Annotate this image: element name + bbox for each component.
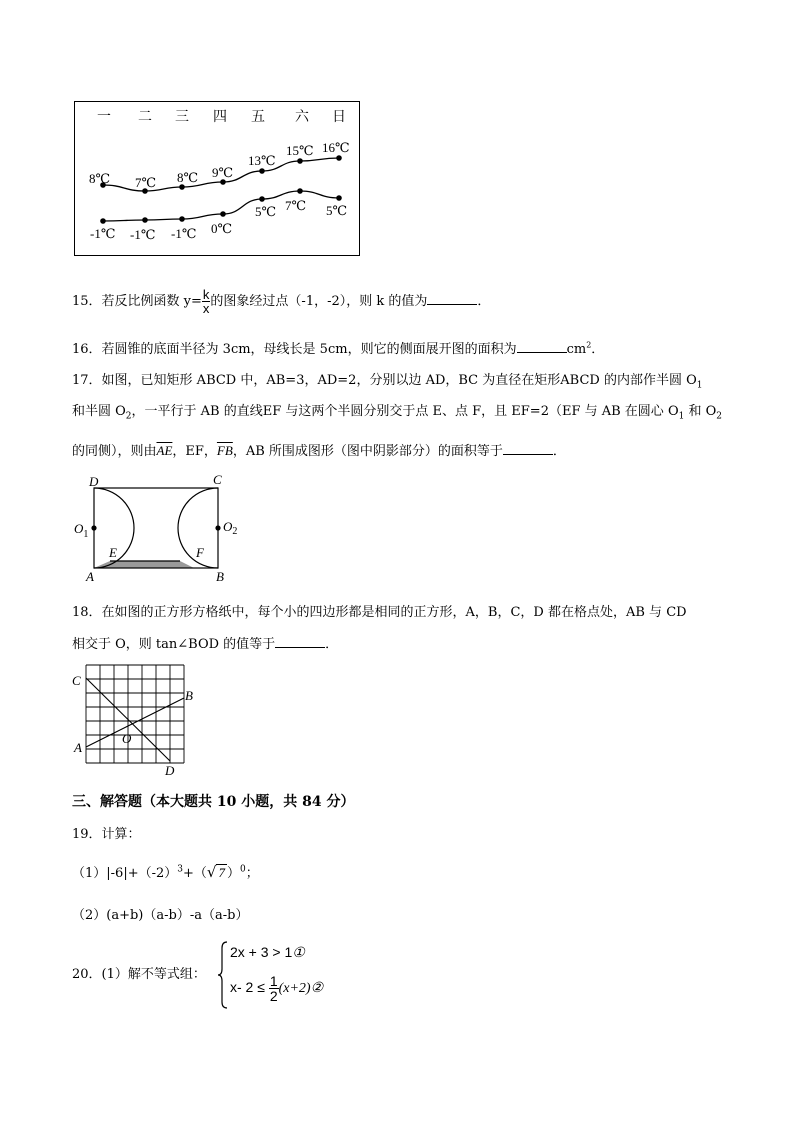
q17-line1-sub: 1 (696, 380, 703, 391)
high-temp-label: 8℃ (177, 170, 199, 185)
low-temp-point (336, 195, 342, 201)
q16-unit-sup: 2 (586, 340, 592, 350)
q17-line2-sub1: 2 (125, 411, 132, 422)
q19-part1-sup2: 0 (239, 864, 246, 875)
q17-rectangle-figure (70, 470, 250, 588)
high-temp-point (297, 158, 303, 164)
high-temp-label: 9℃ (212, 165, 234, 180)
q17-line3-c: ，AB 所围成图形（图中阴影部分）的面积等于 (232, 444, 503, 459)
segment-ab (86, 698, 184, 747)
q15-answer-blank[interactable] (427, 292, 477, 305)
grid-label-b: B (185, 688, 193, 703)
q20-inequality-1 (230, 944, 305, 961)
weather-figure (74, 101, 362, 257)
label-d: D (89, 474, 99, 489)
low-temp-label: -1℃ (90, 226, 116, 241)
q19-part1-b: +（ (183, 866, 207, 881)
section-3-title: 三、解答题（本大题共 10 小题，共 84 分） (72, 794, 355, 810)
q20-ineq2-a: x- 2 ≤ (230, 979, 269, 996)
label-o1-sub: 1 (83, 529, 89, 540)
low-temp-point (142, 217, 148, 223)
point-o1 (91, 525, 96, 530)
question-17-line2 (72, 400, 722, 422)
question-18-line1 (72, 601, 687, 620)
high-temp-point (259, 168, 265, 174)
q16-text-end: ． (591, 342, 605, 357)
q16-answer-blank[interactable] (517, 340, 567, 353)
q17-answer-blank[interactable] (503, 442, 553, 455)
question-17-line1 (72, 369, 702, 391)
q19-part1-sup: 3 (177, 864, 183, 875)
low-temp-point (179, 216, 185, 222)
q17-line2-sub2: 1 (678, 411, 685, 422)
q19-part1-root: 7 (218, 865, 225, 880)
low-temp-point (259, 196, 265, 202)
q17-line2-a: 和半圆 O (72, 404, 126, 419)
low-temp-label: 7℃ (285, 198, 307, 213)
low-temp-point (297, 188, 303, 194)
low-temp-label: 5℃ (326, 203, 348, 218)
q17-arc-fb: $\overline{FB}$ (216, 443, 233, 458)
label-c: C (213, 472, 222, 487)
q15-frac-den: x (202, 301, 210, 316)
grid-label-a: A (74, 740, 82, 755)
q18-answer-blank[interactable] (275, 635, 325, 648)
day-label: 日 (332, 110, 346, 125)
low-temp-label: -1℃ (171, 226, 197, 241)
question-16 (72, 338, 604, 357)
q20-ineq2-num: 1 (269, 973, 278, 989)
low-temp-point (220, 211, 226, 217)
q20-inequality-2 (230, 974, 323, 1003)
high-temp-point (336, 155, 342, 161)
day-label: 五 (251, 110, 265, 125)
q19-part1 (72, 862, 259, 881)
q17-line3-a: 的同侧），则由 (72, 444, 157, 459)
day-label: 三 (175, 110, 189, 125)
q17-arc-ae: $\overline{AE}$ (156, 443, 173, 458)
high-temp-label: 16℃ (322, 140, 350, 155)
q19-part1-c: ） (226, 866, 240, 881)
q17-line3-end: ． (552, 444, 566, 459)
day-label: 一 (97, 110, 111, 125)
q18-grid-figure (70, 660, 200, 780)
q17-line1: 17．如图，已知矩形 ABCD 中，AB=3，AD=2，分别以边 AD，BC 为直径在矩形ABCD 的内部作半圆 O (72, 373, 697, 388)
day-label: 二 (138, 110, 152, 125)
q19-part2: （2）(a+b)（a-b）-a（a-b） (72, 908, 249, 923)
system-brace (218, 940, 228, 1010)
high-temp-label: 8℃ (89, 171, 111, 186)
q17-line2-c: 和 O (684, 404, 717, 419)
q15-text-after: 的图象经过点（-1，-2），则 k 的值为 (210, 294, 428, 309)
q16-unit: cm (566, 342, 587, 357)
label-a: A (86, 569, 94, 584)
q20-ineq2-mark: ② (310, 979, 324, 996)
q20-ineq1-mark: ① (292, 944, 305, 960)
low-temp-label: 5℃ (255, 204, 277, 219)
q15-frac-num: k (202, 287, 210, 302)
question-15 (72, 288, 490, 315)
low-temp-label: 0℃ (211, 221, 233, 236)
q15-text-end: ． (477, 294, 491, 309)
label-e: E (109, 545, 117, 560)
high-temp-label: 13℃ (248, 153, 276, 168)
sqrt-sign: √ (206, 863, 217, 881)
label-o2-sub: 2 (232, 526, 238, 537)
label-o2 (223, 519, 237, 537)
low-temp-label: -1℃ (130, 227, 156, 242)
q20-ineq1: 2x + 3 > 1 (230, 944, 293, 960)
q19-title: 19．计算： (72, 827, 141, 842)
shaded-region (94, 561, 194, 568)
q20-label: 20．(1）解不等式组： (72, 967, 206, 982)
q18-line1: 18．在如图的正方形方格纸中，每个小的四边形都是相同的正方形，A，B，C，D 都在格点处，AB 与 CD (72, 605, 687, 620)
label-o2-main: O (223, 519, 233, 534)
question-18-line2 (72, 633, 338, 652)
label-o1-main: O (74, 521, 84, 536)
grid-label-o: O (122, 731, 132, 746)
q16-text: 16．若圆锥的底面半径为 3cm，母线长是 5cm，则它的侧面展开图的面积为 (72, 342, 517, 357)
label-o1 (74, 521, 88, 540)
point-o2 (215, 525, 220, 530)
q15-text-before: 15．若反比例函数 y= (72, 294, 202, 309)
high-temp-label: 7℃ (135, 175, 157, 190)
question-17-line3 (72, 440, 566, 459)
high-temp-label: 15℃ (286, 143, 314, 158)
q17-line3-b: ，EF， (172, 444, 217, 459)
day-label: 六 (295, 110, 309, 125)
q18-line2-end: ． (325, 637, 339, 652)
q20-ineq2-b: (x+2) (278, 981, 311, 997)
label-b: B (216, 569, 224, 584)
q20-ineq2-den: 2 (269, 988, 278, 1004)
q19-part1-end: ； (245, 866, 259, 881)
q17-line2-sub3: 2 (716, 411, 723, 422)
day-label: 四 (213, 110, 227, 125)
q18-line2: 相交于 O，则 tan∠BOD 的值等于 (72, 637, 276, 652)
q17-line2-b: ，一平行于 AB 的直线EF 与这两个半圆分别交于点 E、点 F，且 EF=2（EF 与 AB 在圆心 O (131, 404, 679, 419)
high-temp-point (179, 184, 185, 190)
q19-part1-a: （1）|-6|+（-2） (72, 866, 178, 881)
grid-label-c: C (72, 673, 81, 688)
low-temp-point (100, 218, 106, 224)
high-temp-point (220, 179, 226, 185)
grid-label-d: D (165, 763, 175, 778)
q20-ineq2-frac (269, 974, 279, 1003)
label-f: F (196, 545, 204, 560)
